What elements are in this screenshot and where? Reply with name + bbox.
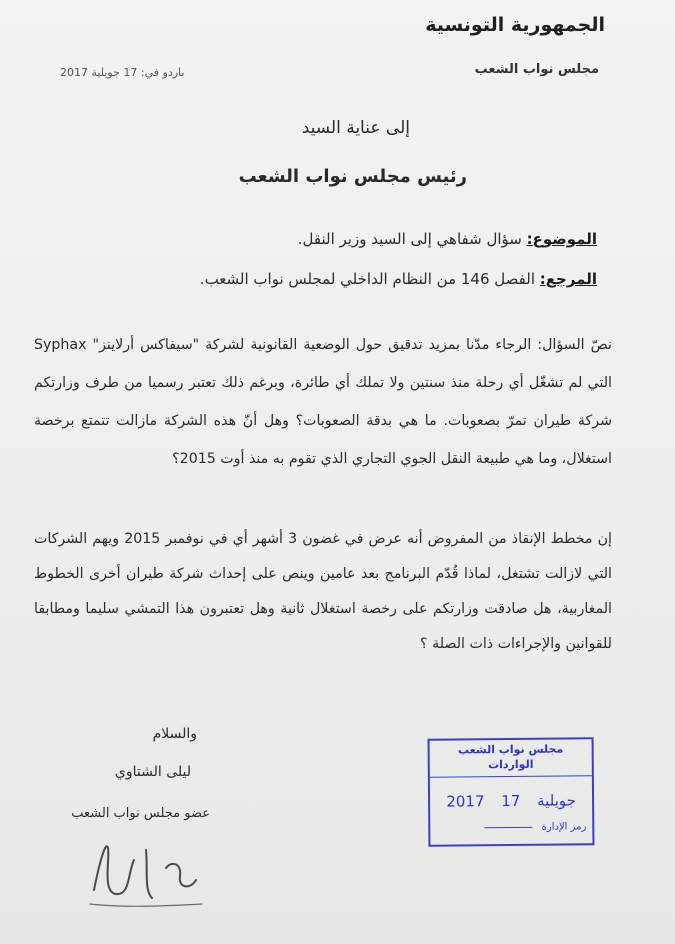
signer-role: عضو مجلس نواب الشعب [71, 806, 210, 821]
closing-salutation: والسلام [152, 726, 197, 742]
addressee-name: رئيس مجلس نواب الشعب [238, 166, 467, 187]
question-paragraph: نصّ السؤال: الرجاء مدّنا بمزيد تدقيق حول الوضعية القانونية لشركة "سيفاكس أرلاينز" Syphax التي لم تشغّل أي رحلة منذ سنتين ولا تملك أي طائرة، وبرغم ذلك تعتبر رسميا من طرف وزارتكم شركة طيران تمرّ بصعوبات. ما هي بدقة الصعوبات؟ وهل أنّ هذه الشركة مازالت تتمتع برخصة استغلال، وما هي طبيعة النقل الجوي التجاري الذي تقوم به منذ أوت 2015؟ [34, 337, 612, 467]
reference-text: الفصل 146 من النظام الداخلي لمجلس نواب الشعب. [199, 270, 535, 288]
stamp-footer [430, 821, 592, 833]
stamp-year: 2017 [446, 792, 485, 811]
stamp-divider [430, 775, 592, 777]
subject-text: سؤال شفاهي إلى السيد وزير النقل. [297, 230, 522, 248]
letter-date: باردو في: 17 جويلية 2017 [60, 66, 185, 79]
assembly-heading: مجلس نواب الشعب [474, 62, 599, 77]
stamp-admin-code: رمز الإدارة [541, 821, 587, 833]
subject-label: الموضوع: [526, 230, 597, 248]
republic-heading: الجمهورية التونسية [425, 14, 605, 36]
signer-name: ليلى الشتاوي [114, 764, 191, 780]
handwritten-signature [86, 820, 206, 910]
addressee-salutation: إلى عناية السيد [301, 118, 410, 138]
incoming-mail-stamp [428, 737, 595, 846]
stamp-assembly: مجلس نواب الشعب [457, 742, 564, 757]
reference-label: المرجع: [539, 270, 597, 288]
rescue-plan-paragraph: إن مخطط الإنقاذ من المفروض أنه عرض في غضون 3 أشهر أي في نوفمبر 2015 ويهم الشركات التي لازالت تشتغل، لماذا قُدّم البرنامج بعد عامين وينص على إحداث شركة طيران أخرى الخطوط المغاربية، هل صادقت وزارتكم على رخصة استغلال ثانية وهل تعتبرون هذا التمشي سليما ومطابقا للقوانين والإجراءات ذات الصلة ؟ [34, 531, 612, 652]
stamp-footer-rule [484, 826, 532, 827]
stamp-day: 17 [501, 791, 521, 811]
stamp-date [430, 791, 592, 810]
subject-line [298, 230, 597, 248]
reference-line [200, 270, 597, 288]
stamp-month: جويلية [537, 791, 576, 810]
stamp-incoming-label: الواردات [488, 757, 534, 772]
